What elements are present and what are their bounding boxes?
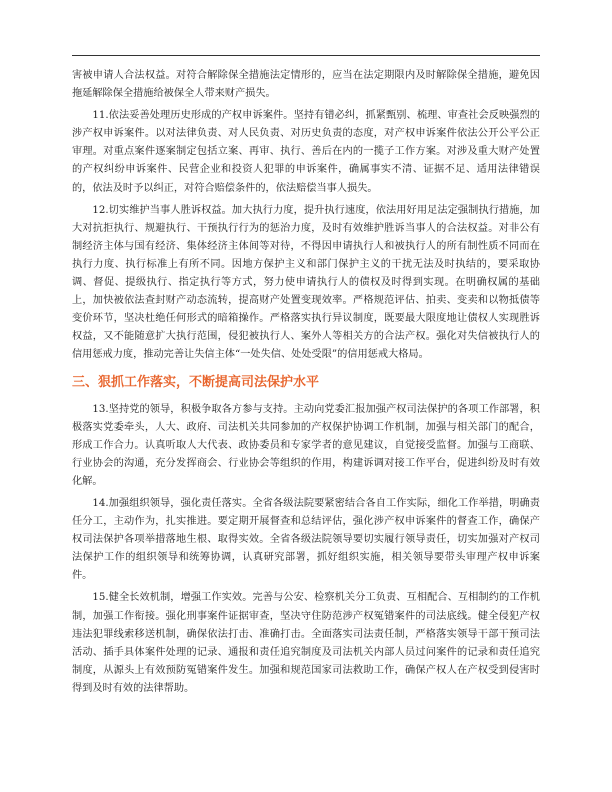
header-rule: [72, 55, 540, 56]
paragraph-15: 15.健全长效机制，增强工作实效。完善与公安、检察机关分工负责、互相配合、互相制约的工作机制，加强工作衔接。强化刑事案件证据审查，坚决守住防范涉产权冤错案件的司法底线。健全侵犯产权违法犯罪线索移送机制，确保依法打击、准确打击。全面落实司法责任制，严格落实领导干部干预司法活动、插手具体案件处理的记录、通报和责任追究制度及司法机关内部人员过问案件的记录和责任追究制度，从源头上有效预防冤错案件发生。加强和规范国家司法救助工作，确保产权人在产权受到侵害时得到及时有效的法律帮助。: [72, 592, 540, 694]
paragraph-12: 12.切实维护当事人胜诉权益。加大执行力度，提升执行速度，依法用好用足法定强制执行措施，加大对抗拒执行、规避执行、干预执行行为的惩治力度，及时有效维护胜诉当事人的合法权益。对非公有制经济主体与国有经济、集体经济主体间等对待，不得因申请执行人和被执行人的所有制性质不同而在执行力度、执行标准上有所不同。因地方保护主义和部门保护主义的干扰无法及时执结的，要采取协调、督促、提级执行、指定执行等方式，努力使申请执行人的债权及时得到实现。在明确权属的基础上，加快被依法查封财产动态流转，提高财产处置变现效率。严格规范评估、拍卖、变卖和以物抵债等变价环节，坚决杜绝任何形式的暗箱操作。严格落实执行异议制度，既要最大限度地让债权人实现胜诉权益，又不能随意扩大执行范围，侵犯被执行人、案外人等相关方的合法产权。强化对失信被执行人的信用惩戒力度，推动完善让失信主体“一处失信、处处受限”的信用惩戒大格局。: [72, 204, 540, 361]
paragraph-11: 11.依法妥善处理历史形成的产权申诉案件。坚持有错必纠，抓紧甄别、梳理、审查社会反映强烈的涉产权申诉案件。以对法律负责、对人民负责、对历史负责的态度，对产权申诉案件依法公开公平公正审理。对重点案件逐案制定包括立案、再审、执行、善后在内的一揽子工作方案。对涉及重大财产处置的产权纠纷申诉案件、民营企业和投资人犯罪的申诉案件，确属事实不清、证据不足、适用法律错误的，依法及时予以纠正，对符合赔偿条件的，依法赔偿当事人损失。: [72, 110, 540, 194]
paragraph-continuation: 害被申请人合法权益。对符合解除保全措施法定情形的，应当在法定期限内及时解除保全措施，避免因拖延解除保全措施给被保全人带来财产损失。: [72, 70, 540, 100]
document-body: [72, 67, 540, 702]
paragraph-14: 14.加强组织领导，强化责任落实。全省各级法院要紧密结合各自工作实际，细化工作举措，明确责任分工，主动作为，扎实推进。要定期开展督查和总结评估，强化涉产权申诉案件的督查工作，确保产权司法保护各项举措落地生根、取得实效。全省各级法院领导要切实履行领导责任，切实加强对产权司法保护工作的组织领导和统筹协调，认真研究部署，抓好组织实施，相关领导要带头审理产权申诉案件。: [72, 497, 540, 582]
paragraph-13: 13.坚持党的领导，积极争取各方参与支持。主动向党委汇报加强产权司法保护的各项工作部署，积极落实党委牵头，人大、政府、司法机关共同参加的产权保护协调工作机制，加强与相关部门的配合，形成工作合力。认真听取人大代表、政协委员和专家学者的意见建议，自觉接受监督。加强与工商联、行业协会的沟通，充分发挥商会、行业协会等组织的作用，构建诉调对接工作平台，促进纠纷及时有效化解。: [72, 403, 540, 487]
section-heading: 三、狠抓工作落实，不断提高司法保护水平: [72, 374, 320, 390]
